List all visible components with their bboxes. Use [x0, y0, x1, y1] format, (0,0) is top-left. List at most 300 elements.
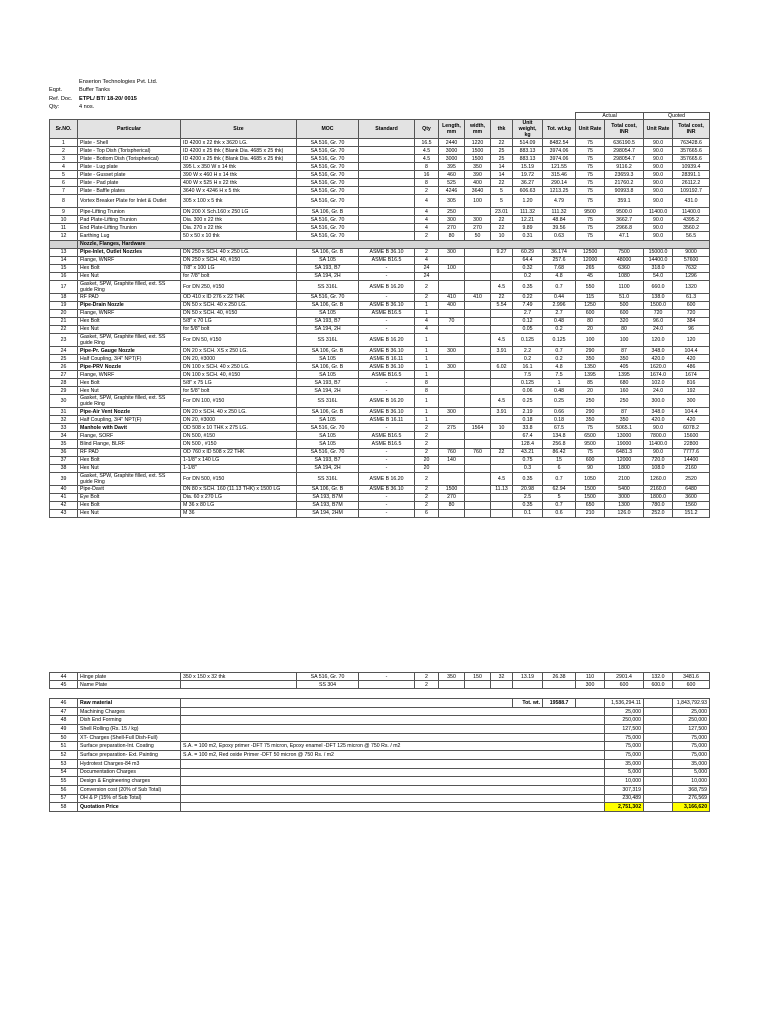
table-cell: ID 4200 x 22 thk x 3620 LG. — [181, 139, 297, 147]
table-cell: 0.48 — [543, 387, 576, 395]
table-cell: 0.2 — [513, 355, 543, 363]
table-cell: 0.66 — [543, 408, 576, 416]
table-cell: 0.3 — [513, 464, 543, 472]
table-cell: 7.5 — [543, 371, 576, 379]
table-cell: 3640 W x 4246 H x 5 thk — [181, 187, 297, 195]
table-cell: 26.38 — [543, 673, 576, 681]
table-row — [50, 346, 710, 354]
table-cell — [644, 742, 673, 751]
table-cell: SA 106, Gr. B — [297, 346, 359, 354]
table-cell — [465, 355, 491, 363]
table-cell: 18 — [50, 293, 78, 301]
table-cell: 14 — [50, 256, 78, 264]
table-cell: SA 105 — [297, 309, 359, 317]
table-cell: SA 516, Gr. 70 — [297, 232, 359, 240]
table-row — [50, 139, 710, 147]
table-cell: SA 106, Gr. B — [297, 485, 359, 493]
table-cell — [465, 485, 491, 493]
cost-actual: 35,000 — [605, 759, 644, 768]
table-cell: Hex Bolt — [78, 456, 181, 464]
table-cell: 1 — [50, 139, 78, 147]
cost-label: Hydrotest Charges-84 m3 — [78, 759, 181, 768]
table-cell — [439, 387, 465, 395]
cost-actual: 250,000 — [605, 716, 644, 725]
table-cell: 357665.6 — [673, 155, 710, 163]
table-cell: 252.0 — [644, 509, 673, 517]
table-row — [50, 147, 710, 155]
table-row — [50, 187, 710, 195]
quotation-price-label: Quotation Price — [78, 803, 181, 812]
table-row — [50, 472, 710, 485]
column-header: Total cost, INR — [673, 120, 710, 139]
table-row — [50, 264, 710, 272]
table-cell: 132.0 — [644, 673, 673, 681]
table-cell: 4.8 — [543, 272, 576, 280]
table-cell: SA 105 — [297, 355, 359, 363]
table-cell — [359, 195, 415, 208]
table-cell: 3974.06 — [543, 147, 576, 155]
table-cell: SA 516, Gr. 70 — [297, 155, 359, 163]
table-cell: SA 194, 2H — [297, 464, 359, 472]
table-cell: 13 — [50, 248, 78, 256]
table-cell: 0.22 — [513, 293, 543, 301]
table-cell: 350 — [605, 355, 644, 363]
table-cell: 1674 — [673, 371, 710, 379]
table-cell: - — [359, 317, 415, 325]
column-header: Qty — [415, 120, 439, 139]
table-cell: 33.8 — [513, 424, 543, 432]
table-cell: 1100 — [605, 280, 644, 293]
table-cell: 9500 — [576, 440, 605, 448]
table-cell: 43 — [50, 509, 78, 517]
table-cell: 110 — [576, 673, 605, 681]
table-cell: 395 L x 350 W x 14 thk — [181, 163, 297, 171]
table-cell: 265 — [576, 264, 605, 272]
table-cell: 0.05 — [513, 325, 543, 333]
table-row — [50, 333, 710, 346]
cost-note — [181, 759, 605, 768]
table-cell — [439, 681, 465, 689]
table-cell: 4 — [50, 163, 78, 171]
cost-row — [50, 733, 710, 742]
table-cell: 56.5 — [673, 232, 710, 240]
table-cell: 0.35 — [513, 501, 543, 509]
table-cell: 500 — [605, 301, 644, 309]
table-cell: 270 — [465, 224, 491, 232]
table-cell: 22 — [491, 448, 513, 456]
table-cell: 250 — [439, 208, 465, 216]
table-cell: 420 — [673, 416, 710, 424]
cost-quoted: 75,000 — [673, 742, 710, 751]
column-header: Standard — [359, 120, 415, 139]
table-cell: 22800 — [673, 440, 710, 448]
table-cell: 390 — [465, 171, 491, 179]
table-cell: Plate - Lug plate — [78, 163, 181, 171]
table-cell: 28 — [50, 379, 78, 387]
table-cell: RF PAD — [78, 293, 181, 301]
table-cell: 405 — [605, 363, 644, 371]
table-cell: 28391.1 — [673, 171, 710, 179]
table-cell: 21 — [50, 317, 78, 325]
table-cell: SA 193, B7M — [297, 493, 359, 501]
table-cell — [644, 777, 673, 786]
table-cell: 111.32 — [543, 208, 576, 216]
table-cell: 0.25 — [543, 395, 576, 408]
table-cell: SA 516, Gr. 70 — [297, 187, 359, 195]
table-cell: 760 — [439, 448, 465, 456]
table-cell: 90.0 — [644, 163, 673, 171]
table-cell: ASME B 16.11 — [359, 416, 415, 424]
table-cell: 350 x 150 x 32 thk — [181, 673, 297, 681]
table-cell: ASME B 36.10 — [359, 485, 415, 493]
table-cell: 1 — [415, 416, 439, 424]
table-cell — [359, 232, 415, 240]
table-cell: 90993.8 — [605, 187, 644, 195]
table-cell: 3 — [50, 155, 78, 163]
table-cell: 39 — [50, 472, 78, 485]
table-cell: Hex Bolt — [78, 317, 181, 325]
document-header — [49, 78, 709, 112]
table-cell: 4.5 — [491, 472, 513, 485]
table-cell: 37 — [50, 456, 78, 464]
table-cell: 256.8 — [543, 440, 576, 448]
table-cell: 431.0 — [673, 195, 710, 208]
table-cell: 0.125 — [513, 379, 543, 387]
table-cell: 350 — [576, 355, 605, 363]
table-cell: 2.5 — [513, 493, 543, 501]
table-cell: Flange, SORF — [78, 432, 181, 440]
table-cell: 33 — [50, 424, 78, 432]
table-cell: ASME B 16.20 — [359, 333, 415, 346]
table-cell: 40 — [50, 485, 78, 493]
table-cell: 600 — [605, 309, 644, 317]
cost-actual: 75,000 — [605, 751, 644, 760]
table-cell — [491, 264, 513, 272]
raw-material-actual: 1,536,294.11 — [605, 699, 644, 708]
table-cell — [513, 681, 543, 689]
table-cell — [465, 472, 491, 485]
table-cell: 90.0 — [644, 147, 673, 155]
table-cell: 6 — [415, 509, 439, 517]
table-cell: 2901.4 — [605, 673, 644, 681]
table-cell: 0.35 — [513, 280, 543, 293]
table-cell: 2160.0 — [644, 485, 673, 493]
table-cell: 9.27 — [491, 248, 513, 256]
table-cell: 9500 — [576, 208, 605, 216]
table-cell: 2.996 — [543, 301, 576, 309]
table-cell: ASME B 36.10 — [359, 346, 415, 354]
table-cell: 760 — [465, 448, 491, 456]
table-cell: 4395.2 — [673, 216, 710, 224]
table-cell: 1800.0 — [644, 493, 673, 501]
table-cell: 606.63 — [513, 187, 543, 195]
table-cell: 87 — [605, 346, 644, 354]
table-cell: Vortex Breaker Plate for Inlet & Outlet — [78, 195, 181, 208]
ref-value: ETPL/ BT/ 18-20/ 0015 — [79, 95, 137, 102]
table-row — [50, 355, 710, 363]
table-cell: M 36 — [181, 509, 297, 517]
table-cell: 3000 — [605, 493, 644, 501]
table-cell: SA 194, 2HM — [297, 509, 359, 517]
table-cell: SA 106, Gr. B — [297, 363, 359, 371]
table-cell: 57 — [50, 794, 78, 803]
table-cell: 140 — [439, 456, 465, 464]
table-cell: SA 516, Gr. 70 — [297, 673, 359, 681]
table-cell: 8 — [415, 179, 439, 187]
table-cell: ASME B 16.20 — [359, 472, 415, 485]
table-row — [50, 232, 710, 240]
table-cell: SS 316L — [297, 472, 359, 485]
table-cell — [359, 147, 415, 155]
table-cell: 104.4 — [673, 408, 710, 416]
table-cell: 14 — [491, 163, 513, 171]
table-cell: 90.0 — [644, 195, 673, 208]
table-cell — [465, 309, 491, 317]
table-cell — [465, 371, 491, 379]
table-cell: 51 — [50, 742, 78, 751]
table-cell: 1 — [415, 333, 439, 346]
table-cell: Pipe-Lifting Trunion — [78, 208, 181, 216]
table-cell: 2 — [415, 501, 439, 509]
table-cell: 300 — [439, 408, 465, 416]
table-cell: Hex Nut — [78, 325, 181, 333]
table-cell: 75 — [576, 216, 605, 224]
table-cell: - — [359, 293, 415, 301]
table-cell: ASME B 36.10 — [359, 301, 415, 309]
table-cell: 20 — [415, 464, 439, 472]
table-cell: Manhole with Davit — [78, 424, 181, 432]
table-cell: 45 — [576, 272, 605, 280]
table-cell: - — [359, 424, 415, 432]
column-header: Unit Rate — [644, 120, 673, 139]
table-cell: 660.0 — [644, 280, 673, 293]
table-cell: 6500 — [576, 432, 605, 440]
table-cell: SA 106, Gr. B — [297, 408, 359, 416]
table-cell — [465, 346, 491, 354]
table-cell: 1500 — [465, 155, 491, 163]
table-cell: 300 — [576, 681, 605, 689]
table-row — [50, 440, 710, 448]
table-cell: ASME B 16.20 — [359, 395, 415, 408]
table-cell: 514.09 — [513, 139, 543, 147]
table-cell: 53 — [50, 759, 78, 768]
table-cell: 90.0 — [644, 448, 673, 456]
table-cell: 1.20 — [513, 195, 543, 208]
table-cell: 32 — [50, 416, 78, 424]
table-row — [50, 163, 710, 171]
table-cell: For DN 50, #150 — [181, 333, 297, 346]
table-cell: - — [359, 379, 415, 387]
table-cell: 1 — [415, 408, 439, 416]
table-cell: 305 x 100 x 5 thk — [181, 195, 297, 208]
supheader-row — [50, 113, 710, 120]
table-cell — [359, 187, 415, 195]
table-cell: 4 — [415, 208, 439, 216]
table-cell: Hex Nut — [78, 272, 181, 280]
table-cell: 410 — [439, 293, 465, 301]
table-cell: 2 — [415, 293, 439, 301]
table-cell: 3.91 — [491, 408, 513, 416]
table-cell: 0.7 — [543, 346, 576, 354]
table-cell: 48.84 — [543, 216, 576, 224]
cost-row — [50, 742, 710, 751]
table-cell: 45 — [50, 681, 78, 689]
table-cell: 1080 — [605, 272, 644, 280]
table-cell: 50 — [465, 232, 491, 240]
table-cell: Half Coupling, 3/4" NPT(F) — [78, 355, 181, 363]
table-cell: 4 — [415, 256, 439, 264]
table-cell: 350 — [439, 673, 465, 681]
table-cell: 8 — [415, 379, 439, 387]
table-cell: 51.0 — [605, 293, 644, 301]
table-cell: 111.32 — [513, 208, 543, 216]
table-cell: 1395 — [605, 371, 644, 379]
cost-row — [50, 751, 710, 760]
table-cell: 1250 — [576, 301, 605, 309]
quotation-price-row: 58 Quotation Price 2,751,302 3,166,620 — [50, 803, 710, 812]
table-cell — [465, 432, 491, 440]
table-cell — [491, 493, 513, 501]
table-cell — [439, 440, 465, 448]
table-cell: 600 — [576, 309, 605, 317]
table-cell — [644, 751, 673, 760]
table-cell: 75 — [576, 224, 605, 232]
table-cell: 350 — [465, 163, 491, 171]
table-cell: 7 — [50, 187, 78, 195]
table-cell — [359, 208, 415, 216]
table-cell: DN 250 x SCH. 40, #150 — [181, 256, 297, 264]
table-cell: 7500 — [605, 248, 644, 256]
table-cell: 3000 — [439, 147, 465, 155]
table-cell: 0.7 — [543, 280, 576, 293]
table-cell: 134.8 — [543, 432, 576, 440]
column-header-row — [50, 120, 710, 139]
table-cell: 2160 — [673, 464, 710, 472]
table-cell: 0.125 — [543, 333, 576, 346]
table-cell: 60.29 — [513, 248, 543, 256]
table-cell: 300 — [439, 248, 465, 256]
table-cell: Earthing Lug — [78, 232, 181, 240]
table-cell: 80 — [576, 317, 605, 325]
cost-note — [181, 707, 605, 716]
table-cell: 0.2 — [513, 272, 543, 280]
table-cell: 5065.1 — [605, 424, 644, 432]
cost-quoted: 276,569 — [673, 794, 710, 803]
table-cell: 50 x 50 x 10 thk — [181, 232, 297, 240]
table-cell: 883.13 — [513, 155, 543, 163]
table-cell: 128.4 — [513, 440, 543, 448]
table-cell: 38 — [50, 464, 78, 472]
table-cell: SS 304 — [297, 681, 359, 689]
table-cell — [465, 681, 491, 689]
total-weight-value: 19588.7 — [543, 699, 576, 708]
table-cell: Hex Nut — [78, 464, 181, 472]
table-cell: 47.1 — [605, 232, 644, 240]
table-row — [50, 248, 710, 256]
table-cell: 1500.0 — [644, 301, 673, 309]
table-row — [50, 464, 710, 472]
table-cell: 0.2 — [543, 325, 576, 333]
table-cell: 0.32 — [513, 264, 543, 272]
table-cell: 52 — [50, 751, 78, 760]
cost-note — [181, 794, 605, 803]
table-cell — [439, 309, 465, 317]
table-cell: 318.0 — [644, 264, 673, 272]
table-cell: 420 — [673, 355, 710, 363]
table-cell: 4.5 — [415, 155, 439, 163]
table-cell: 21760.2 — [605, 179, 644, 187]
table-cell — [491, 509, 513, 517]
table-row — [50, 387, 710, 395]
table-cell — [465, 363, 491, 371]
cost-row — [50, 725, 710, 734]
table-cell: For DN 250, #150 — [181, 280, 297, 293]
table-cell: 4.5 — [415, 147, 439, 155]
table-cell: 96.0 — [644, 317, 673, 325]
table-cell: 96 — [673, 325, 710, 333]
table-cell: 19 — [50, 301, 78, 309]
column-header: Tot. wt.kg — [543, 120, 576, 139]
table-cell: SA 194, 2H — [297, 387, 359, 395]
table-cell: 2 — [415, 485, 439, 493]
table-cell: 20.98 — [513, 485, 543, 493]
table-cell: DN 50 x SCH. 40 x 250 LG. — [181, 301, 297, 309]
table-cell: SA 193, B7 — [297, 456, 359, 464]
table-cell: 64.4 — [513, 256, 543, 264]
table-cell: 1350 — [576, 363, 605, 371]
cost-actual: 10,000 — [605, 777, 644, 786]
table-cell: 350 — [576, 416, 605, 424]
table-row — [50, 424, 710, 432]
table-cell: 34 — [50, 432, 78, 440]
table-cell: 62.94 — [543, 485, 576, 493]
table-cell: for 5/8" bolt — [181, 325, 297, 333]
table-cell: 5/8" x 75 LG — [181, 379, 297, 387]
table-cell: 16 — [415, 171, 439, 179]
table-cell — [359, 155, 415, 163]
table-cell: 1296 — [673, 272, 710, 280]
table-cell: 14400 — [673, 456, 710, 464]
table-cell: 4.8 — [543, 363, 576, 371]
table-cell: 11400.0 — [644, 440, 673, 448]
table-cell: 8 — [50, 195, 78, 208]
table-cell: Hex Bolt — [78, 379, 181, 387]
table-cell: 4 — [415, 224, 439, 232]
table-cell: 67.4 — [513, 432, 543, 440]
table-cell: 36.174 — [543, 248, 576, 256]
table-cell: DN 250 x SCH. 40 x 250 LG. — [181, 248, 297, 256]
table-cell: 1 — [415, 309, 439, 317]
table-cell: 39.56 — [543, 224, 576, 232]
table-cell: 3600 — [673, 493, 710, 501]
table-row — [50, 673, 710, 681]
table-cell — [465, 464, 491, 472]
table-cell: 23659.3 — [605, 171, 644, 179]
table-cell — [439, 416, 465, 424]
table-cell: 305 — [439, 195, 465, 208]
table-cell: 9500.0 — [605, 208, 644, 216]
table-cell — [491, 432, 513, 440]
table-cell: 5/8" x 70 LG — [181, 317, 297, 325]
table-cell: 0.06 — [513, 387, 543, 395]
cost-actual: 25,000 — [605, 707, 644, 716]
table-cell: SA 193, B7M — [297, 501, 359, 509]
table-cell: For DN 500, #150 — [181, 472, 297, 485]
table-cell: 1620.0 — [644, 363, 673, 371]
column-header: Particular — [78, 120, 181, 139]
table-cell — [491, 256, 513, 264]
table-cell: 2.19 — [513, 408, 543, 416]
